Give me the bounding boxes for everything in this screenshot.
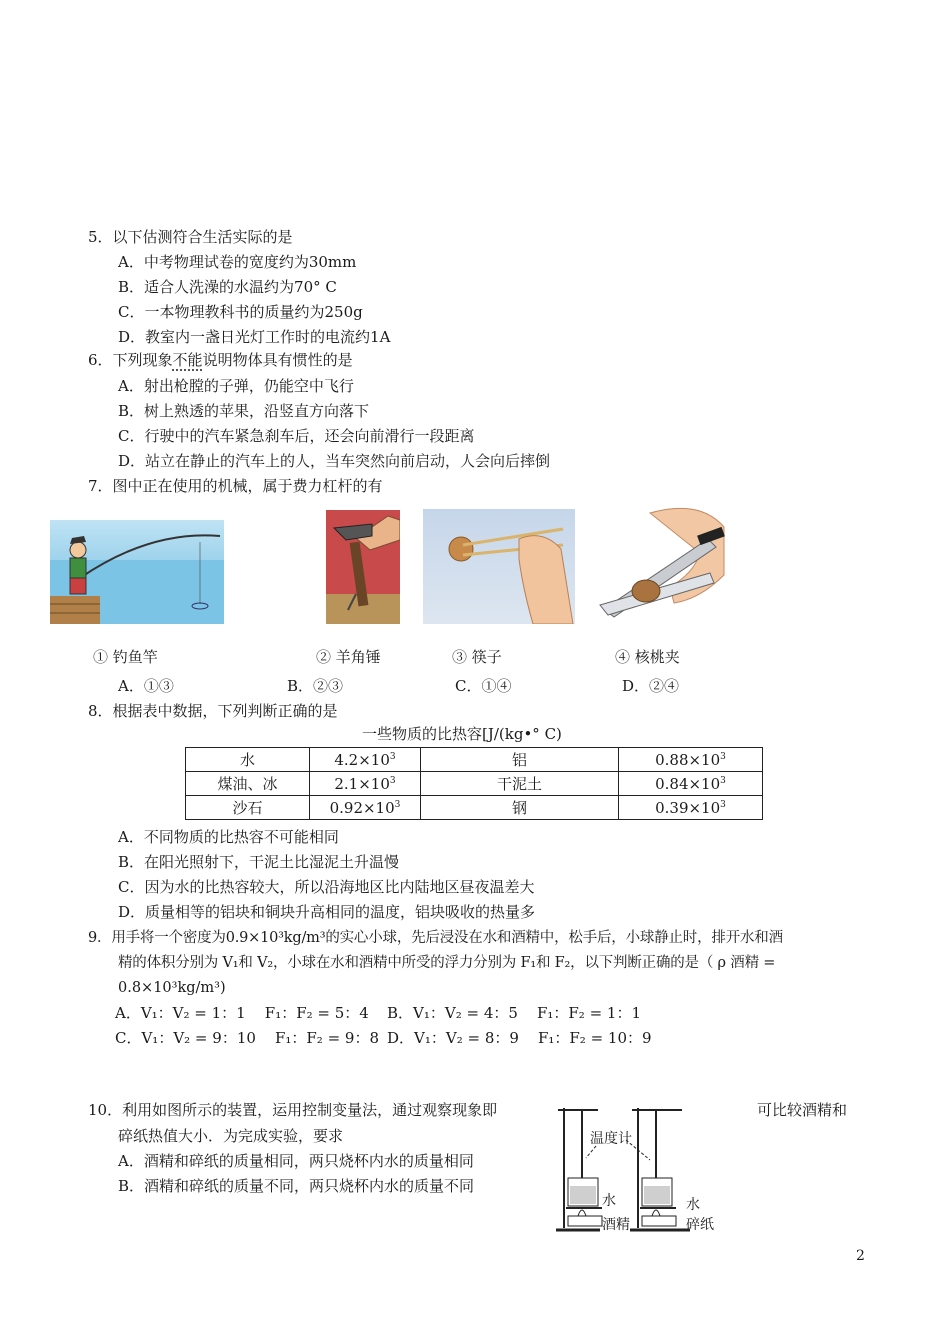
table-cell: 沙石 [186,796,310,820]
q10-option-b: B．酒精和碎纸的质量不同，两只烧杯内水的质量不同 [118,1177,475,1195]
label-water-left: 水 [602,1193,616,1209]
q6-stem-emphasis: 不能 [172,351,203,369]
table-cell: 干泥土 [421,772,619,796]
table-row [186,796,763,820]
caption-claw-hammer: ② 羊角锤 [316,648,381,666]
caption-fishing-rod: ① 钓鱼竿 [93,648,158,666]
table-cell: $0.39\times 10^3$ [619,796,763,820]
q7-option-a: A．①③ [118,677,174,695]
q10-line-1b: 可比较酒精和 [757,1101,848,1119]
q9-option-b: B．V₁：V₂ = 4：5 F₁：F₂ = 1：1 [387,1004,642,1022]
q5-option-d: D．教室内一盏日光灯工作时的电流约1A [118,328,391,346]
q5-option-b: B．适合人洗澡的水温约为70° C [118,278,337,296]
q7-option-d: D．②④ [622,677,680,695]
q9-option-d: D．V₁：V₂ = 8：9 F₁：F₂ = 10：9 [387,1029,652,1047]
q10-option-a: A．酒精和碎纸的质量相同，两只烧杯内水的质量相同 [118,1152,474,1170]
table-cell: $0.84\times 10^3$ [619,772,763,796]
label-paper: 碎纸 [686,1217,714,1233]
q6-stem-after: 说明物体具有惯性的是 [202,351,353,369]
q9-line-2: 精的体积分别为 V₁和 V₂，小球在水和酒精中所受的浮力分别为 F₁和 F₂，以下判断正确的是（ ρ 酒精 = [118,955,776,971]
label-alcohol: 酒精 [602,1217,630,1233]
q6-option-d: D．站立在静止的汽车上的人，当车突然向前启动，人会向后摔倒 [118,452,551,470]
caption-nutcracker: ④ 核桃夹 [615,648,680,666]
label-water-right: 水 [686,1197,700,1213]
q6-option-b: B．树上熟透的苹果，沿竖直方向落下 [118,402,370,420]
q6-option-c: C．行驶中的汽车紧急刹车后，还会向前滑行一段距离 [118,427,475,445]
chopsticks-image [423,509,575,624]
claw-hammer-image [326,510,400,624]
q8-option-c: C．因为水的比热容较大，所以沿海地区比内陆地区昼夜温差大 [118,878,535,896]
table-cell: $0.92\times 10^3$ [310,796,421,820]
q9-option-a: A．V₁：V₂ = 1：1 F₁：F₂ = 5：4 [115,1004,369,1022]
q5-stem: 5．以下估测符合生活实际的是 [88,228,293,246]
q9-line-3: 0.8×10³kg/m³) [118,980,226,996]
q6-stem [88,350,353,370]
table-cell: 铝 [421,748,619,772]
table-cell: $0.88\times 10^3$ [619,748,763,772]
table-row [186,772,763,796]
q7-option-b: B．②③ [287,677,344,695]
label-thermometer: 温度计 [590,1131,632,1147]
table-title: 一些物质的比热容[J/(kg•° C) [362,725,562,743]
table-cell: $2.1\times 10^3$ [310,772,421,796]
q5-option-a: A．中考物理试卷的宽度约为30mm [118,253,357,271]
q7-option-c: C．①④ [455,677,512,695]
table-cell: $4.2\times 10^3$ [310,748,421,772]
q9-line-1: 9．用手将一个密度为0.9×10³kg/m³的实心小球，先后浸没在水和酒精中，松手后，小球静止时，排开水和酒 [88,930,783,946]
table-row [186,748,763,772]
table-cell: 水 [186,748,310,772]
fishing-rod-image [50,520,224,624]
table-cell: 钢 [421,796,619,820]
q8-option-a: A．不同物质的比热容不可能相同 [118,828,339,846]
q7-stem: 7．图中正在使用的机械，属于费力杠杆的有 [88,477,383,495]
q8-option-d: D．质量相等的铝块和铜块升高相同的温度，铝块吸收的热量多 [118,903,536,921]
q6-option-a: A．射出枪膛的子弹，仍能空中飞行 [118,377,354,395]
q5-option-c: C．一本物理教科书的质量约为250g [118,303,363,321]
table-cell: 煤油、冰 [186,772,310,796]
nutcracker-image [590,503,730,623]
q10-line-2: 碎纸热值大小．为完成实验，要求 [118,1127,344,1145]
q6-stem-before: 6．下列现象 [88,351,173,369]
page-number: 2 [856,1248,865,1264]
specific-heat-table [185,747,763,820]
caption-chopsticks: ③ 筷子 [452,648,502,666]
q8-option-b: B．在阳光照射下，干泥土比湿泥土升温慢 [118,853,400,871]
q9-option-c: C．V₁：V₂ = 9：10 F₁：F₂ = 9：8 [115,1029,380,1047]
q10-line-1a: 10．利用如图所示的装置，运用控制变量法，通过观察现象即 [88,1101,498,1119]
q8-stem: 8．根据表中数据，下列判断正确的是 [88,702,338,720]
